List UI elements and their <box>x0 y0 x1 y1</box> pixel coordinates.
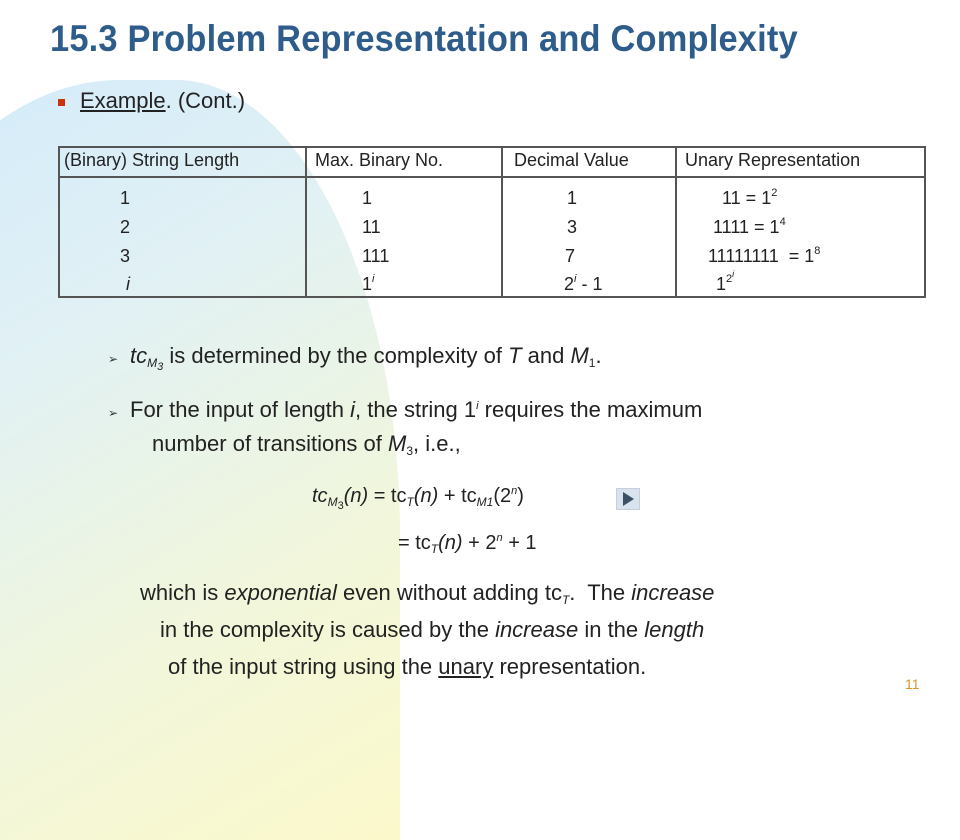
arrow-bullet-icon: ➢ <box>108 352 119 366</box>
arrow-bullet-icon: ➢ <box>108 406 119 420</box>
page-number: 11 <box>905 676 920 692</box>
table-cell: $11 = 1^2$ <box>722 187 778 208</box>
subheading <box>80 88 245 114</box>
table-cell: 1$^i$ <box>362 273 375 294</box>
header-unary-representation: Unary Representation <box>685 150 861 170</box>
header-string-length: (Binary) String Length <box>64 150 240 170</box>
table-cell: 7 <box>565 246 576 266</box>
column-divider <box>675 148 677 296</box>
conclusion-line-3: of the input string using the unary representation. <box>168 654 647 679</box>
bullet-text-2-line-2: number of transitions of $M_3$, i.e., <box>152 431 461 458</box>
subheading-rest: . (Cont.) <box>165 88 246 113</box>
table-cell: 3 <box>120 246 131 266</box>
table-cell: 3 <box>567 217 578 237</box>
header-max-binary: Max. Binary No. <box>315 150 444 170</box>
equation-1: $tc_{M_3}(n) = tc_T(n) + tc_{M1}(2^n)$ <box>312 485 524 512</box>
table-cell: 1 <box>567 188 578 208</box>
table-cell: i <box>126 274 130 294</box>
table-cell: $11111111 = 1^8$ <box>708 245 821 266</box>
table-cell: $1111 = 1^4$ <box>713 216 786 237</box>
column-divider <box>501 148 503 296</box>
table-cell: $1^{2^i}$ <box>716 269 735 294</box>
table-cell: 1 <box>362 188 373 208</box>
representation-table <box>58 146 926 298</box>
table-cell: 111 <box>362 246 390 266</box>
table-cell: 11 <box>362 217 381 237</box>
conclusion-line-1: which is exponential even without adding $tc_T$. The increase <box>140 580 715 607</box>
table-cell: 1 <box>120 188 131 208</box>
equation-2: = $tc_T(n) + 2^n + 1$ <box>398 532 537 556</box>
column-divider <box>305 148 307 296</box>
play-button[interactable] <box>616 488 640 510</box>
table-header <box>60 148 924 178</box>
conclusion-line-2: in the complexity is caused by the increase in the length <box>160 617 705 642</box>
bullet-square-icon <box>58 99 65 106</box>
bullet-text-2-line-1: For the input of length i, the string 1$^i$ requires the maximum <box>130 397 703 422</box>
example-link[interactable]: Example <box>80 88 166 113</box>
bullet-text-1: $tc_{M_3}$ is determined by the complexity of T and $M_1$. <box>130 343 602 373</box>
slide-title: 15.3 Problem Representation and Complexity <box>50 18 798 59</box>
header-decimal-value: Decimal Value <box>514 150 629 170</box>
table-cell: 2$^i$ - 1 <box>564 273 603 294</box>
table-cell: 2 <box>120 217 131 237</box>
